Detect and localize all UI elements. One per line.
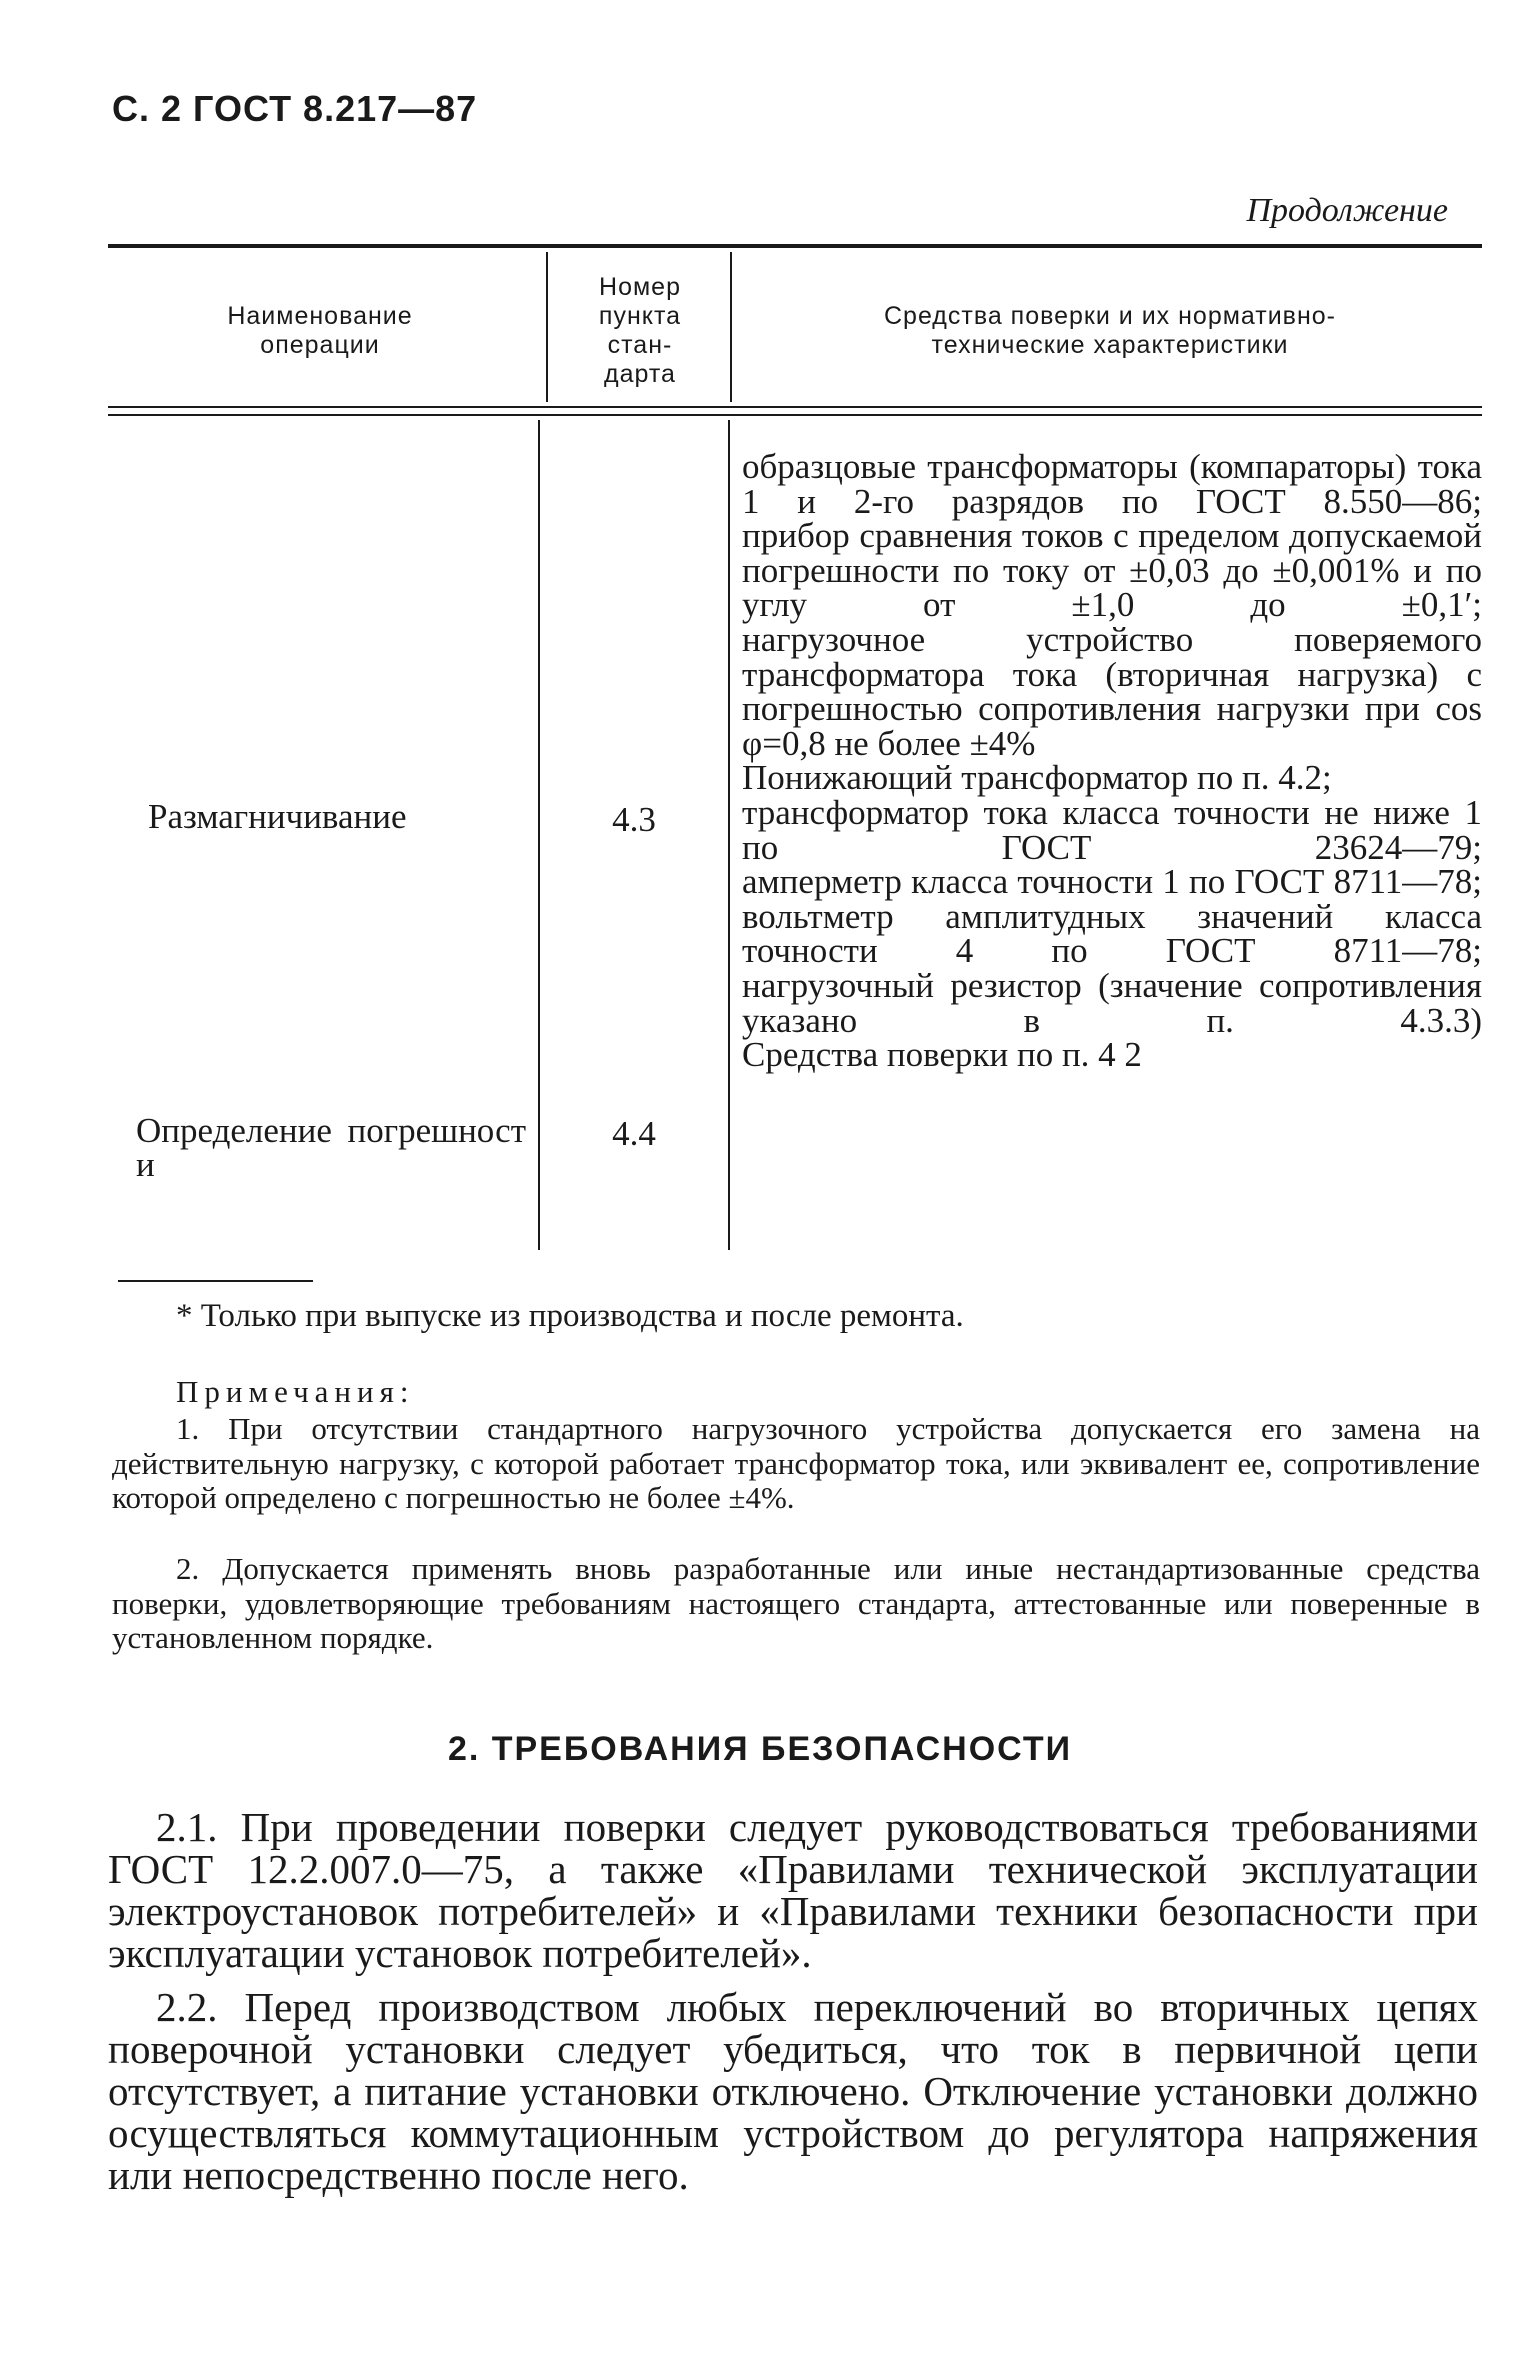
page-header: С. 2 ГОСТ 8.217—87	[112, 88, 478, 129]
means-continued-1: образцовые трансформаторы (компараторы) тока 1 и 2-го разрядов по ГОСТ 8.550—86;	[742, 447, 1482, 521]
means-row1-4: вольтметр амплитудных значений класса точности 4 по ГОСТ 8711—78;	[742, 896, 1482, 971]
continuation-label: Продолжение	[1246, 192, 1448, 229]
clause-demagnetization: 4.3	[612, 800, 656, 839]
means-continued-3: нагрузочное устройство поверяемого трансформатора тока (вторичная нагрузка) с погрешностью сопротивления нагрузки при cos φ=0,8 не более ±4%	[742, 619, 1482, 763]
table-col-divider-2-body	[728, 420, 730, 1250]
header-clause: Номер пункта стан- дарта	[598, 273, 682, 388]
footnote-rule	[118, 1280, 313, 1282]
table-top-rule	[108, 244, 1482, 248]
means-row1-5: нагрузочный резистор (значение сопротивления указано в п. 4.3.3)	[742, 965, 1482, 1040]
note-1: 1. При отсутствии стандартного нагрузочного устройства допускается его замена на действительную нагрузку, с которой работает трансформатор тока, или эквивалент ее, сопротивление которой определено с погрешностью не более ±4%.	[112, 1411, 1480, 1515]
means-row1-2: трансформатор тока класса точности не ниже 1 по ГОСТ 23624—79;	[742, 792, 1482, 867]
means-row2-1: Средства поверки по п. 4 2	[742, 1035, 1142, 1075]
paragraph-2-2: 2.2. Перед производством любых переключений во вторичных цепях поверочной установки следует убедиться, что ток в первичной цепи отсутствует, а питание установки отключено. Отключение установки должно осуществляться коммутационным устройством до регулятора напряжения или непосредственно после него.	[108, 1984, 1478, 2198]
footnote: * Только при выпуске из производства и после ремонта.	[176, 1298, 964, 1334]
means-row1-3: амперметр класса точности 1 по ГОСТ 8711—78;	[742, 862, 1482, 902]
table-col-divider-1	[546, 252, 548, 402]
operation-error-determination: Определение погрешности	[136, 1111, 526, 1184]
clause-error-determination: 4.4	[612, 1114, 656, 1153]
table-header-rule-2	[108, 414, 1482, 416]
means-continued-2: прибор сравнения токов с пределом допускаемой погрешности по току от ±0,03 до ±0,001% и по углу от ±1,0 до ±0,1′;	[742, 516, 1482, 625]
operation-demagnetization: Размагничивание	[148, 797, 407, 836]
note-2: 2. Допускается применять вновь разработанные или иные нестандартизованные средства поверки, удовлетворяющие требованиям настоящего стандарта, аттестованные или поверенные в установленном порядке.	[112, 1551, 1480, 1655]
notes-title: Примечания:	[176, 1374, 415, 1409]
paragraph-2-1: 2.1. При проведении поверки следует руководствоваться требованиями ГОСТ 12.2.007.0—75, а также «Правилами технической эксплуатации электроустановок потребителей» и «Правилами техники безопасности при эксплуатации установок потребителей».	[108, 1804, 1478, 1976]
header-means: Средства поверки и их нормативно- технические характеристики	[883, 302, 1336, 359]
means-row1-1: Понижающий трансформатор по п. 4.2;	[742, 758, 1332, 798]
table-header-rule-1	[108, 406, 1482, 408]
table-col-divider-1-body	[538, 420, 540, 1250]
means-column	[742, 447, 1482, 1075]
header-operation: Наименование операции	[227, 302, 413, 359]
section-title: 2. ТРЕБОВАНИЯ БЕЗОПАСНОСТИ	[447, 1730, 1073, 1768]
table-col-divider-2	[730, 252, 732, 402]
